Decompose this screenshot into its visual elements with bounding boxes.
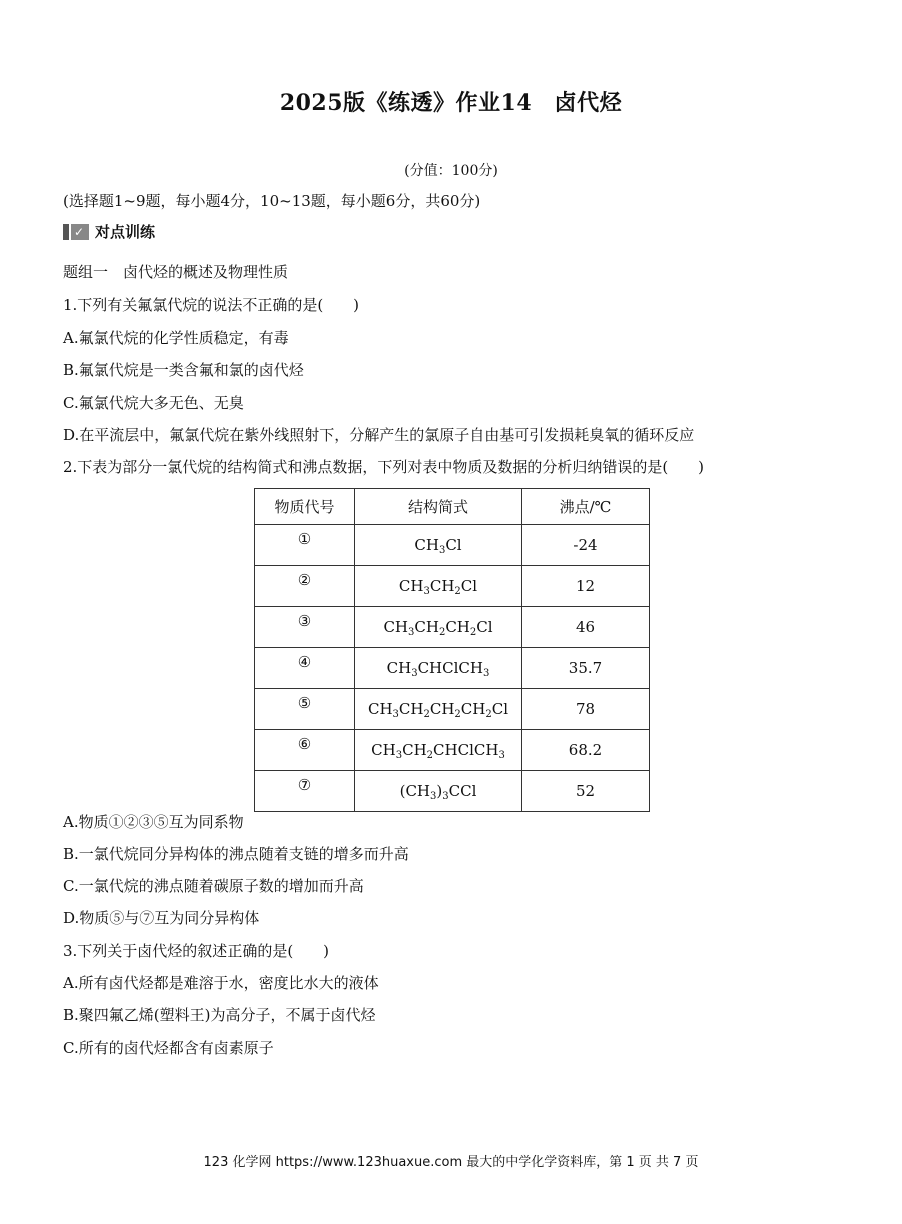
boiling-point-table (254, 488, 650, 812)
question-1-option-d: D.在平流层中，氟氯代烷在紫外线照射下，分解产生的氯原子自由基可引发损耗臭氧的循环反应 (63, 426, 695, 444)
table-row (255, 648, 650, 689)
boiling-point-cell: 46 (522, 607, 650, 648)
table-row (255, 689, 650, 730)
question-3-option-b: B.聚四氟乙烯(塑料王)为高分子，不属于卤代烃 (63, 1006, 376, 1024)
table-row (255, 607, 650, 648)
structural-formula-cell: $CH_3Cl$ (355, 525, 522, 566)
table-row (255, 566, 650, 607)
boiling-point-cell: 52 (522, 771, 650, 812)
question-2-option-d: D.物质⑤与⑦互为同分异构体 (63, 909, 260, 927)
question-1-option-b: B.氟氯代烷是一类含氟和氯的卤代烃 (63, 361, 304, 379)
question-1-option-c: C.氟氯代烷大多无色、无臭 (63, 394, 244, 412)
table-row (255, 525, 650, 566)
substance-id-cell: ③ (255, 607, 355, 648)
question-2-stem: 2.下表为部分一氯代烷的结构简式和沸点数据，下列对表中物质及数据的分析归纳错误的是( ) (63, 458, 705, 476)
structural-formula-cell: $CH_3CH_2CH_2CH_2Cl$ (355, 689, 522, 730)
question-2-option-a: A.物质①②③⑤互为同系物 (63, 813, 244, 831)
substance-id-cell: ④ (255, 648, 355, 689)
substance-id-cell: ⑤ (255, 689, 355, 730)
table-row (255, 730, 650, 771)
section-heading (63, 221, 155, 242)
table-header: 沸点/℃ (522, 489, 650, 525)
boiling-point-cell: 68.2 (522, 730, 650, 771)
question-3-option-a: A.所有卤代烃都是难溶于水，密度比水大的液体 (63, 974, 379, 992)
question-1-option-a: A.氟氯代烷的化学性质稳定，有毒 (63, 329, 289, 347)
table-row (255, 771, 650, 812)
group-heading: 题组一 卤代烃的概述及物理性质 (63, 263, 289, 281)
boiling-point-cell: 35.7 (522, 648, 650, 689)
boiling-point-cell: 78 (522, 689, 650, 730)
structural-formula-cell: $CH_3CH_2Cl$ (355, 566, 522, 607)
substance-id-cell: ⑥ (255, 730, 355, 771)
structural-formula-cell: $CH_3CH_2CH_2Cl$ (355, 607, 522, 648)
section-label: 对点训练 (95, 223, 156, 241)
structural-formula-cell: $CH_3CH_2CHClCH_3$ (355, 730, 522, 771)
document-title: 2025版《练透》作业14 卤代烃 (279, 90, 623, 116)
substance-id-cell: ① (255, 525, 355, 566)
boiling-point-cell: -24 (522, 525, 650, 566)
question-2-option-c: C.一氯代烷的沸点随着碳原子数的增加而升高 (63, 877, 364, 895)
instructions: (选择题1~9题，每小题4分，10~13题，每小题6分，共60分) (63, 192, 481, 210)
table-header-row (255, 489, 650, 525)
question-1-stem: 1.下列有关氟氯代烷的说法不正确的是( ) (63, 296, 360, 314)
question-3-option-c: C.所有的卤代烃都含有卤素原子 (63, 1039, 274, 1057)
question-3-stem: 3.下列关于卤代烃的叙述正确的是( ) (63, 942, 330, 960)
question-2-option-b: B.一氯代烷同分异构体的沸点随着支链的增多而升高 (63, 845, 409, 863)
table-header: 物质代号 (255, 489, 355, 525)
table-header: 结构简式 (355, 489, 522, 525)
checkbox-section-icon: ✓ (63, 224, 89, 240)
page-footer: 123 化学网 https://www.123huaxue.com 最大的中学化学资料库，第 1 页 共 7 页 (203, 1155, 699, 1170)
structural-formula-cell: $(CH_3)_3CCl$ (355, 771, 522, 812)
structural-formula-cell: $CH_3CHClCH_3$ (355, 648, 522, 689)
score-note: (分值：100分) (404, 163, 498, 179)
substance-id-cell: ⑦ (255, 771, 355, 812)
substance-id-cell: ② (255, 566, 355, 607)
boiling-point-cell: 12 (522, 566, 650, 607)
